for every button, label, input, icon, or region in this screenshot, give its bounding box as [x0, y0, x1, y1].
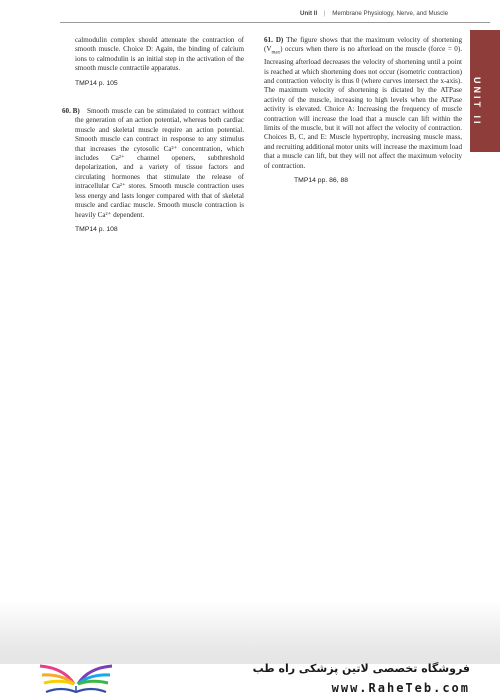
unit-side-tab	[470, 30, 500, 152]
header-separator: |	[323, 10, 326, 17]
footer-store-title: فروشگاه تخصصی لاتین پزشکی راه طب	[252, 662, 470, 675]
left-column	[62, 36, 244, 234]
open-book-rainbow-icon	[36, 646, 116, 696]
footer-url[interactable]: www.RaheTeb.com	[331, 681, 470, 695]
answer-60-text: Smooth muscle can be stimulated to contract without the generation of an action potential, whereas both cardiac muscle and skeletal muscle require an action potential. Smooth muscle can contract in response to any stimulus that increases the cytosolic Ca²⁺ concentration, which includes Ca²⁺ channel openers, subthreshold depolarization, and a variety of tissue factors and circulating hormones that stimulate the release of intracellular Ca²⁺ stores. Smooth muscle contraction uses less energy and lasts longer compared with that of skeletal muscle and cardiac muscle. Smooth muscle contraction is heavily Ca²⁺ dependent.	[75, 107, 244, 219]
header-rule	[60, 22, 490, 23]
answer-60	[62, 107, 244, 220]
continuation-paragraph: calmodulin complex should attenuate the contraction of smooth muscle. Choice D: Again, the binding of calcium ions to calmodulin is an initial step in the activation of the smooth muscle contractile apparatus.	[75, 36, 244, 73]
answer-61-reference: TMP14 pp. 86, 88	[294, 177, 349, 185]
answer-61-text-b: ) occurs when there is no afterload on the muscle (force = 0). Increasing afterload decreases the velocity of shortening until a point is reached at which shortening does not occur (isometric contraction) and contraction velocity is thus 0 (where curves intersect the x-axis). The maximum velocity of shortening is dictated by the ATPase activity of the muscle, increasing to high levels when the ATPase activity is elevated. Choice A: Increasing the frequency of muscle contraction will increase the load that a muscle can lift within the limits of the muscle, but it will not affect the velocity of contraction. Choices B, C, and E: Muscle hypertrophy, increasing muscle mass, and recruiting additional motor units will increase the maximum load that a muscle can lift, but they will not affect the maximum velocity of contraction.	[264, 45, 462, 170]
running-header	[300, 10, 480, 17]
header-section: Membrane Physiology, Nerve, and Muscle	[332, 10, 449, 17]
right-column	[264, 36, 462, 186]
header-unit: Unit II	[300, 10, 318, 17]
question-number: 60. B)	[62, 107, 80, 116]
answer-60-reference: TMP14 p. 108	[75, 225, 118, 233]
answer-61-text-a: The figure shows that the maximum velocity of shortening (V	[264, 36, 462, 54]
unit-tab-label: UNIT II	[472, 77, 482, 127]
answer-61	[264, 36, 462, 171]
continuation-reference: TMP14 p. 105	[75, 79, 118, 87]
vmax-subscript: max	[271, 50, 281, 56]
question-number: 61. D)	[264, 36, 284, 44]
